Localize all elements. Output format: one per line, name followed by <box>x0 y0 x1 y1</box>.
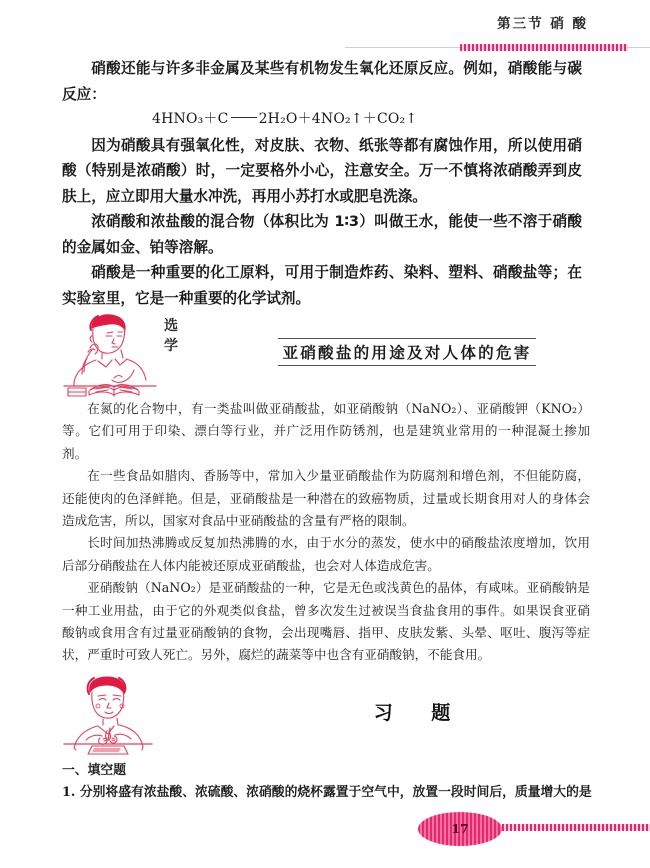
body-paragraph-2: 因为硝酸具有强氧化性，对皮肤、衣物、纸张等都有腐蚀作用，所以使用硝酸（特别是浓硝酸）时，一定要格外小心，注意安全。万一不慎将浓硝酸弄到皮肤上，应立即用大量水冲洗，再用小苏打水或肥皂洗涤。 <box>62 136 582 205</box>
exercise-item-1: 1. 分别将盛有浓盐酸、浓硫酸、浓硝酸的烧杯露置于空气中，放置一段时间后，质量增大的是 <box>62 785 592 800</box>
optional-study-header <box>62 312 587 400</box>
running-head <box>0 8 650 48</box>
exercise-subsection-label: 一、填空题 <box>62 763 126 778</box>
equation-right: 2H₂O＋4NO₂↑＋CO₂↑ <box>258 111 418 127</box>
optional-paragraph-3: 长时间加热沸腾或反复加热沸腾的水，由于水分的蒸发，使水中的硝酸盐浓度增加，饮用后部分硝酸盐在人体内能被还原成亚硝酸盐，也会对人体造成危害。 <box>62 535 590 573</box>
optional-study-title: 亚硝酸盐的用途及对人体的危害 <box>278 338 535 366</box>
exercise-section-header <box>62 676 587 758</box>
optional-study-badge-label <box>160 316 182 356</box>
body-paragraph-4: 硝酸是一种重要的化工原料，可用于制造炸药、染料、塑料、硝酸盐等；在实验室里，它是一种重要的化学试剂。 <box>62 264 582 307</box>
student-writing-icon <box>62 676 154 756</box>
optional-badge-char-2: 学 <box>164 338 178 354</box>
student-reading-book-icon <box>62 312 158 398</box>
body-paragraph-3: 浓硝酸和浓盐酸的混合物（体积比为 1∶3）叫做王水，能使一些不溶于硝酸的金属如金、铂等溶解。 <box>62 213 582 256</box>
optional-paragraph-4: 亚硝酸钠（NaNO₂）是亚硝酸盐的一种，它是无色或浅黄色的晶体，有咸味。亚硝酸钠是一种工业用盐，由于它的外观类似食盐，曾多次发生过被误当食盐食用的事件。如果误食亚硝酸钠或食用含有过量亚硝酸钠的食物，会出现嘴唇、指甲、皮肤发紫、头晕、呕吐、腹泻等症状，严重时可致人死亡。另外，腐烂的蔬菜等中也含有亚硝酸钠，不能食用。 <box>62 580 590 663</box>
optional-study-body <box>62 398 590 667</box>
optional-paragraph-2: 在一些食品如腊肉、香肠等中，常加入少量亚硝酸盐作为防腐剂和增色剂，不但能防腐，还能使肉的色泽鲜艳。但是，亚硝酸盐是一种潜在的致癌物质，过量或长期食用对人的身体会造成危害，所以，国家对食品中亚硝酸盐的含量有严格的限制。 <box>62 468 590 529</box>
page-number: 17 <box>451 821 469 836</box>
chemical-equation <box>62 107 582 133</box>
optional-paragraph-1: 在氮的化合物中，有一类盐叫做亚硝酸盐，如亚硝酸钠（NaNO₂）、亚硝酸钾（KNO₂）等。它们可用于印染、漂白等行业，并广泛用作防锈剂，也是建筑业常用的一种混凝土掺加剂。 <box>62 401 590 461</box>
exercise-list <box>62 760 602 804</box>
exercise-section-heading: 习 题 <box>373 702 467 724</box>
main-body-text <box>62 56 582 311</box>
optional-study-title-wrapper <box>232 338 582 366</box>
equation-left: 4HNO₃＋C <box>152 111 229 127</box>
equation-reaction-arrow <box>231 117 257 118</box>
running-head-decorative-bar <box>460 44 628 51</box>
page-footer <box>418 812 650 856</box>
body-paragraph-1: 硝酸还能与许多非金属及某些有机物发生氧化还原反应。例如，硝酸能与碳反应： <box>62 60 582 103</box>
running-head-title: 第三节 硝 酸 <box>497 16 588 32</box>
optional-badge-char-1: 选 <box>164 318 178 334</box>
